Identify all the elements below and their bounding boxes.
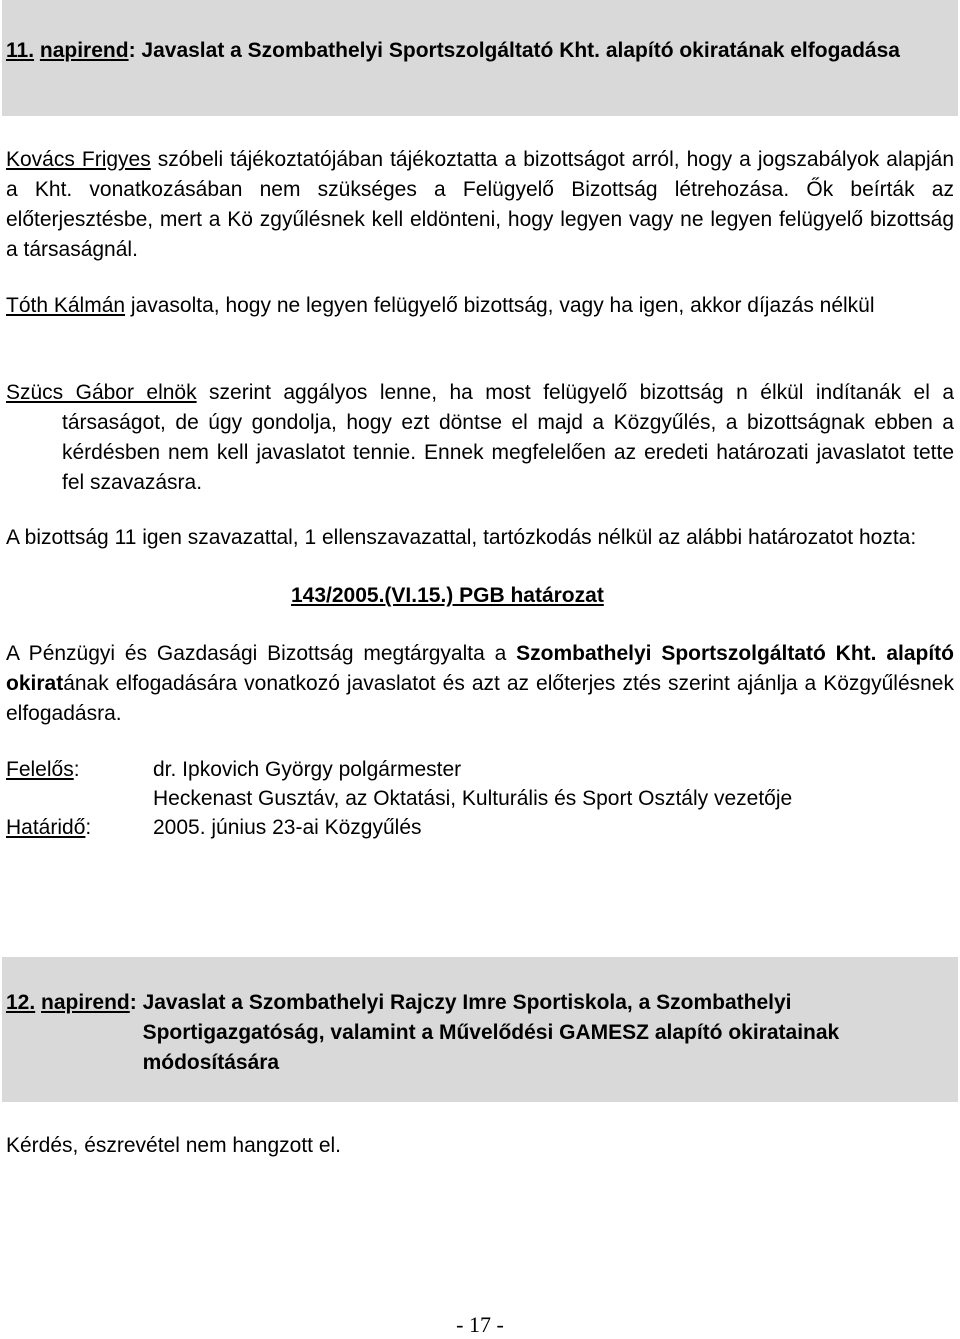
paragraph-text: szóbeli tájékoztatójában tájékoztatta a bizottságot arról, hogy a jogszabályok alapján a Kht. vonatkozásában nem szükséges a Felügyelő Bizottság létrehozása. Ők beírták az előterjesztésbe, mert a Kö zgyűlésnek kell eldönteni, hogy legyen vagy ne legyen felügyelő bizottság a társaságnál. [6,148,955,261]
agenda-title: Javaslat a Szombathelyi Sportszolgáltató Kht. alapító okiratának elfogadása [141,39,900,62]
responsible-row: Felelős: dr. Ipkovich György polgármester [6,755,792,784]
resolution-title: 143/2005.(VI.15.) PGB határozat [291,584,604,607]
responsible-person-1: dr. Ipkovich György polgármester [153,758,462,781]
resolution-text-end: ának elfogadására vonatkozó javaslatot és azt az előterjes ztés szerint ajánlja a Közgyűlésnek elfogadásra. [6,672,954,725]
deadline-row: Határidő: 2005. június 23-ai Közgyűlés [6,813,792,842]
paragraph-szucs [6,378,954,498]
paragraph-toth [6,291,954,321]
deadline-value: 2005. június 23-ai Közgyűlés [153,816,422,839]
agenda-item-number: 12. [6,991,36,1014]
paragraph-kovacs [6,145,954,265]
resolution-text [6,639,954,729]
vote-statement: A bizottság 11 igen szavazattal, 1 ellenszavazattal, tartózkodás nélkül az alábbi határozatot hozta: [6,526,917,549]
paragraph-text: szerint aggályos lenne, ha most felügyelő bizottság n élkül indítanák el a társaságot, de úgy gondolja, hogy ezt döntse el majd a Közgyűlés, a bizottságnak ebben a kérdésben nem kell javaslatot tennie. Ennek megfelelően az eredeti határozati javaslatot tette fel szavazásra. [62,381,954,494]
agenda-item-number: 11. [6,39,35,62]
resolution-subject: Szombathelyi Sportszolgáltató Kht. alapító okirat [6,642,954,695]
speaker-name: Szücs Gábor elnök [6,381,197,404]
agenda-separator: : [129,991,143,1014]
speaker-name: Kovács Frigyes [6,148,151,171]
responsible-label: Felelős [6,758,74,781]
closing-remark: Kérdés, észrevétel nem hangzott el. [6,1134,342,1157]
agenda-keyword: napirend [39,39,129,62]
responsible-row-2 [6,784,792,813]
agenda-item-11-band [2,0,958,116]
agenda-keyword: napirend [41,991,130,1014]
agenda-separator: : [128,39,142,62]
agenda-item-12-band [2,957,958,1102]
paragraph-text: javasolta, hogy ne legyen felügyelő bizottság, vagy ha igen, akkor díjazás nélkül [125,294,875,317]
resolution-text-start: A Pénzügyi és Gazdasági Bizottság megtárgyalta a [6,642,517,665]
agenda-item-12-heading [6,988,958,1078]
speaker-name: Tóth Kálmán [6,294,126,317]
agenda-title: Javaslat a Szombathelyi Rajczy Imre Sportiskola, a Szombathelyi Sportigazgatóság, valamint a Művelődési GAMESZ alapító okiratainak módosítására [142,991,840,1074]
page-number: - 17 - [456,1312,504,1337]
responsibility-block [6,755,792,842]
deadline-label: Határidő [6,816,86,839]
agenda-item-11-heading [6,36,958,66]
responsible-person-2: Heckenast Gusztáv, az Oktatási, Kulturális és Sport Osztály vezetője [153,787,793,810]
